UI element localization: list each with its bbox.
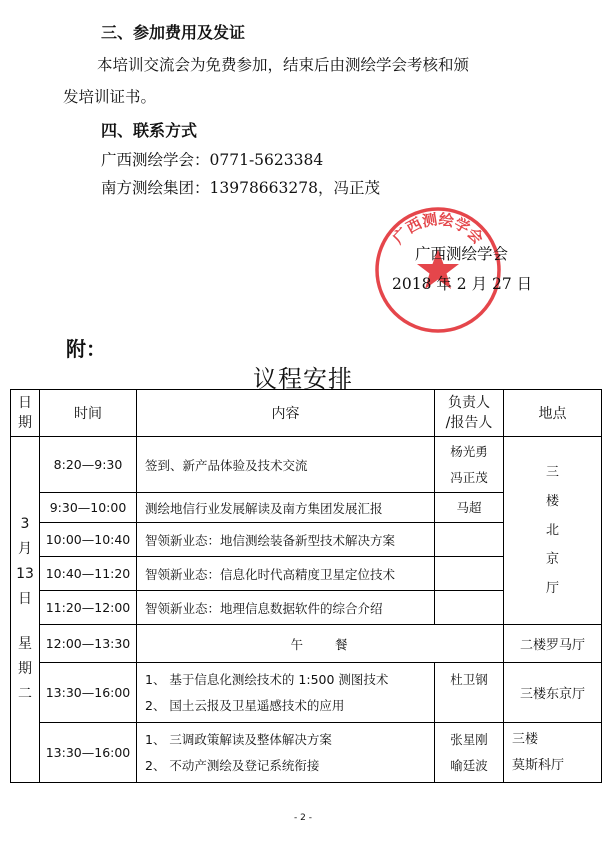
seal-text: 广西测绘学会: [389, 210, 487, 248]
time-cell: 12:00—13:30: [40, 625, 137, 663]
content-cell: 1、 基于信息化测绘技术的 1:500 测图技术 2、 国土云报及卫星遥感技术的应用: [137, 663, 435, 723]
person-cell: 张星刚 喻廷波: [435, 723, 504, 783]
signature-date: 2018 年 2 月 27 日: [392, 275, 533, 293]
time-cell: 13:30—16:00: [40, 663, 137, 723]
table-row: [11, 723, 602, 783]
table-header-row: [11, 390, 602, 437]
section3-heading: 三、参加费用及发证: [101, 23, 246, 42]
content-cell: 测绘地信行业发展解读及南方集团发展汇报: [137, 493, 435, 523]
person-cell: [435, 523, 504, 557]
table-row: [11, 663, 602, 723]
contact-society: 广西测绘学会：0771-5623384: [101, 151, 324, 169]
time-cell: 8:20—9:30: [40, 437, 137, 493]
location-afternoon1: 三楼东京厅: [504, 663, 602, 723]
contact-south-surveying: 南方测绘集团：13978663278，冯正茂: [101, 179, 380, 197]
person-cell: 杨光勇 冯正茂: [435, 437, 504, 493]
agenda-title: 议程安排: [253, 365, 353, 393]
section3-paragraph-line2: 发培训证书。: [63, 88, 157, 106]
header-person: 负责人 /报告人: [435, 390, 504, 437]
content-cell: 智领新业态：地信测绘装备新型技术解决方案: [137, 523, 435, 557]
location-afternoon2: 三楼 莫斯科厅: [504, 723, 602, 783]
content-cell: 智领新业态：地理信息数据软件的综合介绍: [137, 591, 435, 625]
content-cell: 1、 三调政策解读及整体解决方案 2、 不动产测绘及登记系统衔接: [137, 723, 435, 783]
location-morning: 三 楼 北 京 厅: [504, 437, 602, 625]
person-cell: 杜卫钢: [435, 663, 504, 723]
table-row: [11, 625, 602, 663]
time-cell: 10:00—10:40: [40, 523, 137, 557]
table-row: [11, 437, 602, 493]
agenda-table: [10, 389, 602, 783]
date-cell: 3 月 13 日 星 期 二: [11, 437, 40, 783]
official-seal: [373, 205, 503, 335]
header-date: 日 期: [11, 390, 40, 437]
time-cell: 9:30—10:00: [40, 493, 137, 523]
section4-heading: 四、联系方式: [101, 121, 198, 140]
location-lunch: 二楼罗马厅: [504, 625, 602, 663]
header-content: 内容: [137, 390, 435, 437]
lunch-cell: 午 餐: [137, 625, 504, 663]
signature-organization: 广西测绘学会: [415, 245, 509, 263]
time-cell: 10:40—11:20: [40, 557, 137, 591]
person-cell: 马超: [435, 493, 504, 523]
page-number: - 2 -: [294, 813, 312, 823]
section3-paragraph-line1: 本培训交流会为免费参加，结束后由测绘学会考核和颁: [97, 56, 470, 74]
attachment-label: 附：: [66, 337, 106, 361]
person-cell: [435, 557, 504, 591]
content-cell: 智领新业态：信息化时代高精度卫星定位技术: [137, 557, 435, 591]
content-cell: 签到、新产品体验及技术交流: [137, 437, 435, 493]
person-cell: [435, 591, 504, 625]
time-cell: 11:20—12:00: [40, 591, 137, 625]
time-cell: 13:30—16:00: [40, 723, 137, 783]
header-location: 地点: [504, 390, 602, 437]
header-time: 时间: [40, 390, 137, 437]
